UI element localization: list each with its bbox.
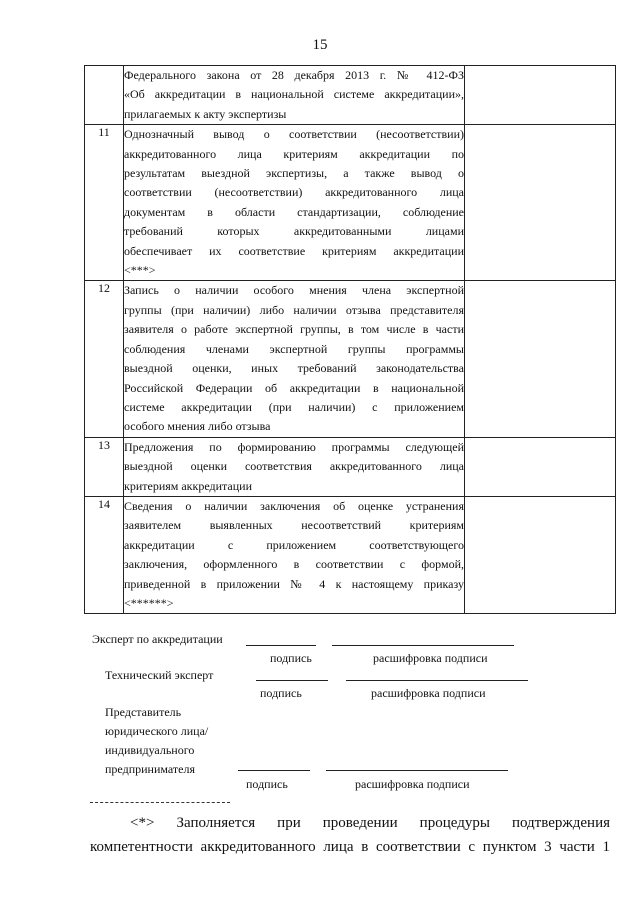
description-line: соблюдения членами экспертной группы программы	[124, 341, 464, 356]
tech-expert-label: Технический эксперт	[105, 668, 214, 682]
footnote-line-1: <*> Заполняется при проведении процедуры подтверждения	[130, 815, 610, 831]
row-number: 11	[85, 125, 124, 281]
description-line: выездной оценки, иных требований законодательства	[124, 361, 464, 376]
row-description	[124, 125, 465, 281]
table-row	[85, 281, 616, 437]
row-number	[85, 66, 124, 125]
report-table	[84, 65, 616, 614]
row-description	[124, 496, 465, 613]
description-line: группы (при наличии) либо наличии отзыва представителя	[124, 302, 464, 317]
row-value-cell	[465, 66, 616, 125]
description-line: Однозначный вывод о соответствии (несоответствии)	[124, 127, 464, 142]
description-line: системе аккредитации (при наличии) с приложением	[124, 399, 464, 414]
description-line: <***>	[124, 263, 156, 278]
description-line: заявителя о работе экспертной группы, в том числе в части	[124, 322, 464, 337]
description-line: <******>	[124, 595, 174, 610]
tech-expert-signature-caption: подпись	[260, 686, 302, 700]
description-line: Федерального закона от 28 декабря 2013 г. № 412-ФЗ	[124, 68, 464, 82]
representative-decoding-line	[326, 770, 508, 771]
description-line: особого мнения либо отзыва	[124, 419, 271, 434]
row-value-cell	[465, 496, 616, 613]
description-line: обеспечивает их соответствие критериям аккредитации	[124, 243, 464, 258]
description-line: Запись о наличии особого мнения члена экспертной	[124, 283, 464, 298]
expert-label: Эксперт по аккредитации	[92, 632, 223, 646]
description-line: аккредитации с приложением соответствующего	[124, 537, 464, 552]
expert-signature-line	[246, 645, 316, 646]
row-number: 12	[85, 281, 124, 437]
representative-decoding-caption: расшифровка подписи	[355, 777, 470, 791]
description-line: Российской Федерации об аккредитации в национальной	[124, 380, 464, 395]
row-number: 14	[85, 496, 124, 613]
table-row	[85, 496, 616, 613]
tech-expert-signature-line	[256, 680, 328, 681]
table-row	[85, 437, 616, 496]
description-line: документам в области стандартизации, соблюдение	[124, 204, 464, 219]
description-line: выездной оценки соответствия аккредитованного лица	[124, 459, 464, 474]
representative-signature-caption: подпись	[246, 777, 288, 791]
row-description	[124, 66, 465, 125]
description-line: «Об аккредитации в национальной системе аккредитации»,	[124, 87, 464, 102]
row-description	[124, 437, 465, 496]
representative-label-2: юридического лица/	[105, 724, 209, 738]
row-description	[124, 281, 465, 437]
description-line: прилагаемых к акту экспертизы	[124, 106, 287, 121]
description-line: соответствии (несоответствии) аккредитованного лица	[124, 185, 464, 200]
row-value-cell	[465, 281, 616, 437]
tech-expert-decoding-caption: расшифровка подписи	[371, 686, 486, 700]
description-line: Сведения о наличии заключения об оценке устранения	[124, 498, 464, 513]
page-number: 15	[312, 37, 328, 53]
expert-decoding-line	[332, 645, 514, 646]
description-line: аккредитованного лица критериям аккредитации по	[124, 146, 464, 161]
description-line: заключения, оформленного в соответствии с формой,	[124, 557, 464, 572]
row-value-cell	[465, 125, 616, 281]
description-line: критериям аккредитации	[124, 478, 253, 493]
expert-signature-caption: подпись	[270, 651, 312, 665]
expert-decoding-caption: расшифровка подписи	[373, 651, 488, 665]
description-line: приведенной в приложении № 4 к настоящему приказу	[124, 576, 464, 591]
table-row	[85, 66, 616, 125]
description-line: требований которых аккредитованными лицами	[124, 224, 464, 239]
representative-signature-line	[238, 770, 310, 771]
footnote-line-2: компетентности аккредитованного лица в соответствии с пунктом 3 части 1	[90, 839, 610, 855]
footnote-separator	[90, 802, 230, 803]
tech-expert-decoding-line	[346, 680, 528, 681]
representative-label-3: индивидуального	[105, 743, 195, 757]
row-value-cell	[465, 437, 616, 496]
table-row	[85, 125, 616, 281]
description-line: заявителем выявленных несоответствий критериям	[124, 518, 464, 533]
row-number: 13	[85, 437, 124, 496]
description-line: результатам выездной экспертизы, а также вывод о	[124, 166, 464, 181]
description-line: Предложения по формированию программы следующей	[124, 439, 464, 454]
representative-label-4: предпринимателя	[105, 762, 195, 776]
representative-label-1: Представитель	[105, 705, 182, 719]
